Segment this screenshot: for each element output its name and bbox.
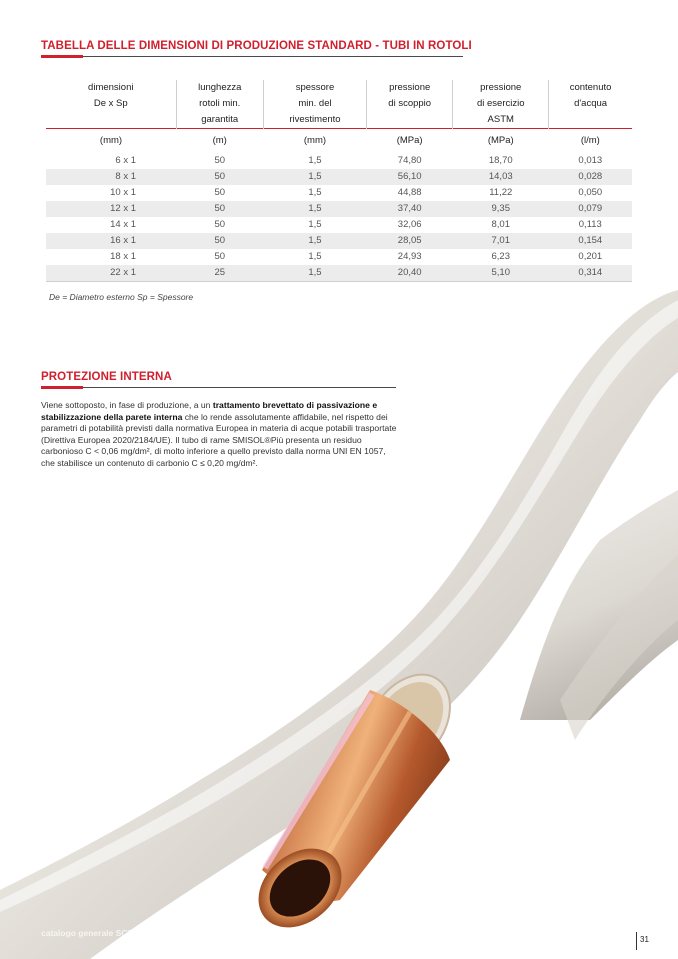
column-header-pressione-scoppio: pressione di scoppio: [366, 80, 452, 129]
table-cell: 16 x 1: [46, 233, 176, 249]
unit-cell: (mm): [46, 129, 176, 154]
table-row: [46, 217, 632, 233]
table-cell: 10 x 1: [46, 185, 176, 201]
table-cell: 50: [176, 217, 263, 233]
table-cell: 12 x 1: [46, 201, 176, 217]
column-header-dimensioni: dimensioni De x Sp: [88, 82, 134, 109]
table-cell: 32,06: [366, 217, 452, 233]
footer-catalog-label: catalogo generale SCT: [41, 928, 133, 938]
table-cell: 6 x 1: [46, 153, 176, 169]
title-rule: [41, 387, 396, 388]
unit-cell: (mm): [263, 129, 366, 154]
table-cell: 5,10: [453, 265, 549, 282]
table-cell: 0,050: [549, 185, 632, 201]
unit-cell: (MPa): [453, 129, 549, 154]
title-accent-bar: [41, 386, 83, 389]
column-header-lunghezza: lunghezza rotoli min. garantita: [176, 80, 263, 129]
table-cell: 0,028: [549, 169, 632, 185]
copper-pipe-illustration: [0, 260, 678, 959]
table-cell: 14,03: [453, 169, 549, 185]
units-row: [46, 129, 632, 154]
table-cell: 22 x 1: [46, 265, 176, 282]
table-cell: 1,5: [263, 217, 366, 233]
table-cell: 1,5: [263, 233, 366, 249]
table-row: [46, 185, 632, 201]
page-number: 31: [640, 935, 649, 944]
protezione-paragraph: [41, 400, 401, 470]
table-legend: De = Diametro esterno Sp = Spessore: [49, 292, 194, 302]
page-number-divider: [636, 932, 637, 950]
table-cell: 0,113: [549, 217, 632, 233]
table-cell: 1,5: [263, 185, 366, 201]
column-header-pressione-esercizio: pressione di esercizio ASTM: [453, 80, 549, 129]
column-header-contenuto: contenuto d'acqua: [549, 80, 632, 129]
table-cell: 0,013: [549, 153, 632, 169]
unit-cell: (l/m): [549, 129, 632, 154]
table-cell: 44,88: [366, 185, 452, 201]
table-cell: 28,05: [366, 233, 452, 249]
table-cell: 1,5: [263, 265, 366, 282]
dimensions-table: [46, 80, 632, 282]
title-accent-bar: [41, 55, 83, 58]
paragraph-text-2: che lo rende assolutamente affidabile, nel rispetto dei parametri di potabilità previsti dalla normativa Europea in materia di acque potabili trasportate (Direttiva Europea 2020/2184/UE). Il tubo di rame SMISOL®Più presenta un residuo carbonioso C < 0,06 mg/dm², di molto inferiore a quello previsto dalla norma UNI EN 1057, che stabilisce un contenuto di carbonio C ≤ 0,20 mg/dm².: [41, 411, 397, 468]
table-cell: 0,154: [549, 233, 632, 249]
table-cell: 50: [176, 201, 263, 217]
table-cell: 8,01: [453, 217, 549, 233]
table-cell: 0,079: [549, 201, 632, 217]
table-row: [46, 169, 632, 185]
table-cell: 20,40: [366, 265, 452, 282]
table-cell: 14 x 1: [46, 217, 176, 233]
table-cell: 50: [176, 169, 263, 185]
table-cell: 18 x 1: [46, 249, 176, 265]
table-cell: 50: [176, 233, 263, 249]
table-cell: 0,201: [549, 249, 632, 265]
paragraph-text-1: Viene sottoposto, in fase di produzione, a un: [41, 400, 213, 410]
table-cell: 1,5: [263, 249, 366, 265]
table-cell: 50: [176, 153, 263, 169]
table-cell: 1,5: [263, 153, 366, 169]
table-cell: 74,80: [366, 153, 452, 169]
table-cell: 37,40: [366, 201, 452, 217]
column-header-spessore: spessore min. del rivestimento: [263, 80, 366, 129]
section-title-protezione: PROTEZIONE INTERNA: [41, 371, 172, 383]
table-cell: 0,314: [549, 265, 632, 282]
table-row: [46, 233, 632, 249]
paragraph-bold-text: trattamento brevettato di passivazione e stabilizzazione della parete interna: [41, 400, 378, 422]
table-cell: 6,23: [453, 249, 549, 265]
table-cell: 8 x 1: [46, 169, 176, 185]
table-header-row: [46, 80, 632, 129]
table-row: [46, 201, 632, 217]
table-cell: 9,35: [453, 201, 549, 217]
table-cell: 56,10: [366, 169, 452, 185]
table-row: [46, 265, 632, 282]
table-cell: 50: [176, 185, 263, 201]
table-cell: 1,5: [263, 201, 366, 217]
table-cell: 1,5: [263, 169, 366, 185]
table-cell: 50: [176, 249, 263, 265]
table-cell: 7,01: [453, 233, 549, 249]
table-row: [46, 153, 632, 169]
section-title-dimensions: TABELLA DELLE DIMENSIONI DI PRODUZIONE STANDARD - TUBI IN ROTOLI: [41, 40, 472, 52]
table-cell: 18,70: [453, 153, 549, 169]
table-row: [46, 249, 632, 265]
table-cell: 25: [176, 265, 263, 282]
unit-cell: (MPa): [366, 129, 452, 154]
title-rule: [41, 56, 463, 57]
table-cell: 24,93: [366, 249, 452, 265]
unit-cell: (m): [176, 129, 263, 154]
table-cell: 11,22: [453, 185, 549, 201]
